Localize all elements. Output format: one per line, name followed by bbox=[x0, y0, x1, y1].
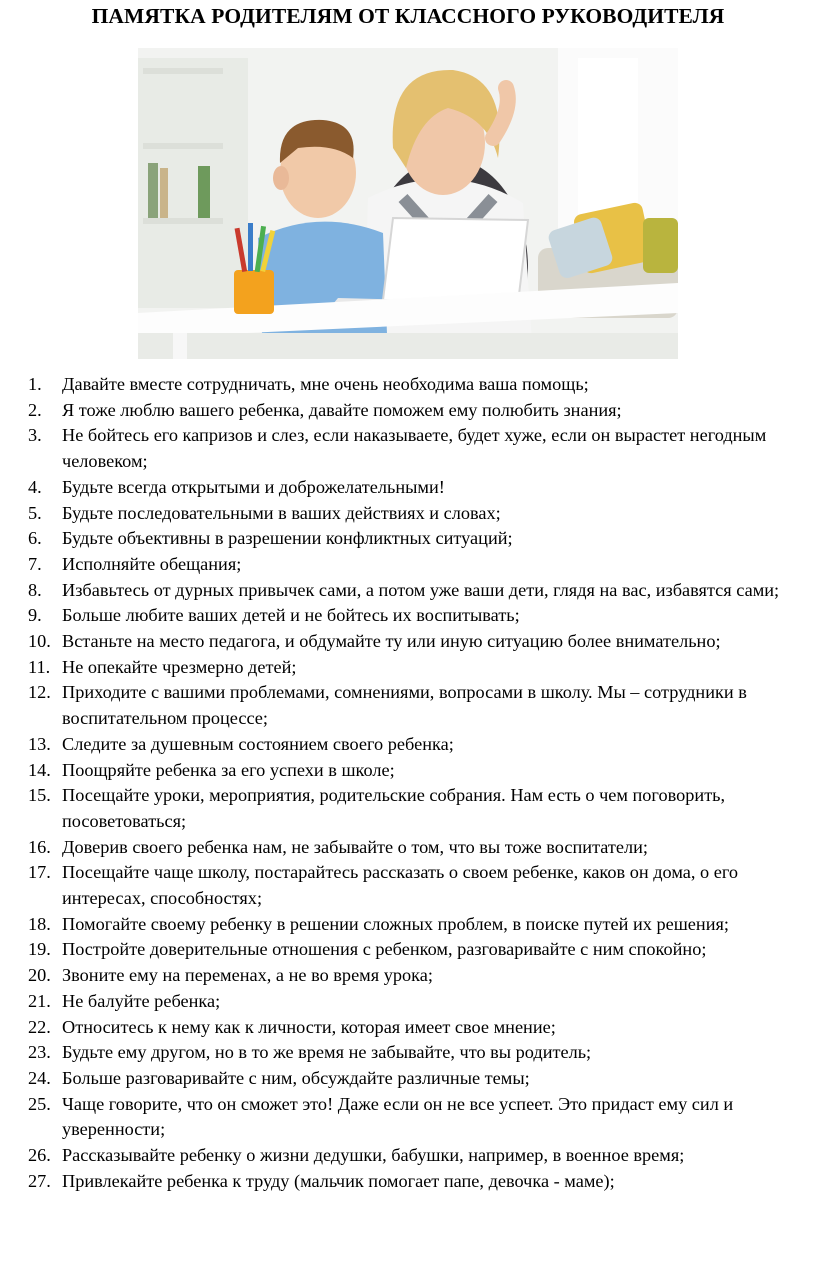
list-item bbox=[0, 372, 816, 398]
list-item-number: 3. bbox=[28, 425, 42, 446]
list-item bbox=[0, 1040, 816, 1066]
list-item-text: Избавьтесь от дурных привычек сами, а потом уже ваши дети, глядя на вас, избавятся сами; bbox=[62, 579, 780, 600]
list-item-number: 11. bbox=[28, 656, 51, 677]
list-item-number: 9. bbox=[28, 605, 42, 626]
list-item bbox=[0, 1015, 816, 1041]
list-item bbox=[0, 1092, 816, 1143]
list-item-number: 22. bbox=[28, 1016, 51, 1037]
page-title: ПАМЯТКА РОДИТЕЛЯМ ОТ КЛАССНОГО РУКОВОДИТЕЛЯ bbox=[91, 4, 725, 28]
list-item-number: 5. bbox=[28, 502, 42, 523]
list-item bbox=[0, 578, 816, 604]
list-item-text: Постройте доверительные отношения с ребенком, разговаривайте с ним спокойно; bbox=[62, 939, 707, 960]
list-item-number: 23. bbox=[28, 1042, 51, 1063]
list-item-text: Не опекайте чрезмерно детей; bbox=[62, 656, 297, 677]
list-item-number: 21. bbox=[28, 990, 51, 1011]
list-item-number: 24. bbox=[28, 1067, 51, 1088]
list-item-number: 1. bbox=[28, 374, 42, 394]
list-item-number: 19. bbox=[28, 939, 51, 960]
list-item-number: 14. bbox=[28, 759, 51, 780]
list-item-text: Звоните ему на переменах, а не во время урока; bbox=[62, 965, 433, 986]
list-item-text: Давайте вместе сотрудничать, мне очень необходима ваша помощь; bbox=[62, 374, 589, 394]
list-item-number: 20. bbox=[28, 965, 51, 986]
list-item-number: 2. bbox=[28, 399, 42, 420]
list-item-text: Больше разговаривайте с ним, обсуждайте различные темы; bbox=[62, 1067, 530, 1088]
list-item-number: 15. bbox=[28, 785, 51, 806]
list-item bbox=[0, 937, 816, 963]
list-item bbox=[0, 501, 816, 527]
list-item-number: 27. bbox=[28, 1170, 51, 1191]
list-item-text: Привлекайте ребенка к труду (мальчик помогает папе, девочка - маме); bbox=[62, 1170, 615, 1191]
list-item-text: Не балуйте ребенка; bbox=[62, 990, 221, 1011]
list-item-number: 12. bbox=[28, 682, 51, 703]
list-item-text: Будьте всегда открытыми и доброжелательными! bbox=[62, 476, 445, 497]
list-item-text: Относитесь к нему как к личности, которая имеет свое мнение; bbox=[62, 1016, 556, 1037]
list-item-text: Я тоже люблю вашего ребенка, давайте поможем ему полюбить знания; bbox=[62, 399, 622, 420]
list-item-number: 6. bbox=[28, 528, 42, 549]
list-item-text: Будьте объективны в разрешении конфликтных ситуаций; bbox=[62, 528, 513, 549]
list-item-number: 25. bbox=[28, 1093, 51, 1114]
list-item-text: Будьте ему другом, но в то же время не забывайте, что вы родитель; bbox=[62, 1042, 592, 1063]
list-item-text: Встаньте на место педагога, и обдумайте ту или иную ситуацию более внимательно; bbox=[62, 631, 721, 652]
list-item bbox=[0, 783, 816, 834]
list-item-number: 10. bbox=[28, 631, 51, 652]
list-item-text: Помогайте своему ребенку в решении сложных проблем, в поиске путей их решения; bbox=[62, 913, 729, 934]
list-item-text: Доверив своего ребенка нам, не забывайте о том, что вы тоже воспитатели; bbox=[62, 836, 649, 857]
list-item-text: Будьте последовательными в ваших действиях и словах; bbox=[62, 502, 501, 523]
list-item bbox=[0, 680, 816, 731]
list-item-number: 17. bbox=[28, 862, 51, 883]
list-item-text: Приходите с вашими проблемами, сомнениями, вопросами в школу. Мы – сотрудники в воспитательном процессе; bbox=[62, 682, 747, 729]
list-item-number: 13. bbox=[28, 733, 51, 754]
mother-and-son-photo bbox=[138, 48, 678, 359]
list-item bbox=[0, 1066, 816, 1092]
list-item bbox=[0, 732, 816, 758]
list-item-number: 8. bbox=[28, 579, 42, 600]
list-item-number: 4. bbox=[28, 476, 42, 497]
list-item-text: Поощряйте ребенка за его успехи в школе; bbox=[62, 759, 395, 780]
list-item-text: Посещайте чаще школу, постарайтесь рассказать о своем ребенке, каков он дома, о его интересах, способностях; bbox=[62, 862, 739, 909]
list-item bbox=[0, 398, 816, 424]
list-item-text: Следите за душевным состоянием своего ребенка; bbox=[62, 733, 454, 754]
list-item bbox=[0, 989, 816, 1015]
list-item-text: Больше любите ваших детей и не бойтесь их воспитывать; bbox=[62, 605, 520, 626]
list-item bbox=[0, 758, 816, 784]
list-item-text: Рассказывайте ребенку о жизни дедушки, бабушки, например, в военное время; bbox=[62, 1145, 685, 1166]
list-item-text: Не бойтесь его капризов и слез, если наказываете, будет хуже, если он вырастет негодным человеком; bbox=[62, 425, 767, 472]
list-item bbox=[0, 655, 816, 681]
list-item-text: Посещайте уроки, мероприятия, родительские собрания. Нам есть о чем поговорить, посоветоваться; bbox=[62, 785, 726, 831]
list-item bbox=[0, 629, 816, 655]
list-item-number: 26. bbox=[28, 1145, 51, 1166]
list-item-number: 16. bbox=[28, 836, 51, 857]
list-item bbox=[0, 423, 816, 474]
list-item bbox=[0, 1143, 816, 1169]
memo-list bbox=[0, 372, 816, 1195]
list-item-text: Исполняйте обещания; bbox=[62, 553, 242, 574]
list-item bbox=[0, 963, 816, 989]
list-item bbox=[0, 526, 816, 552]
list-item bbox=[0, 835, 816, 861]
list-item-number: 18. bbox=[28, 913, 51, 934]
list-item bbox=[0, 475, 816, 501]
list-item bbox=[0, 552, 816, 578]
list-item bbox=[0, 912, 816, 938]
list-item-text: Чаще говорите, что он сможет это! Даже если он не все успеет. Это придаст ему сил и уверенности; bbox=[62, 1093, 734, 1140]
list-item-number: 7. bbox=[28, 553, 42, 574]
list-item bbox=[0, 603, 816, 629]
list-item bbox=[0, 1169, 816, 1195]
list-item bbox=[0, 860, 816, 911]
